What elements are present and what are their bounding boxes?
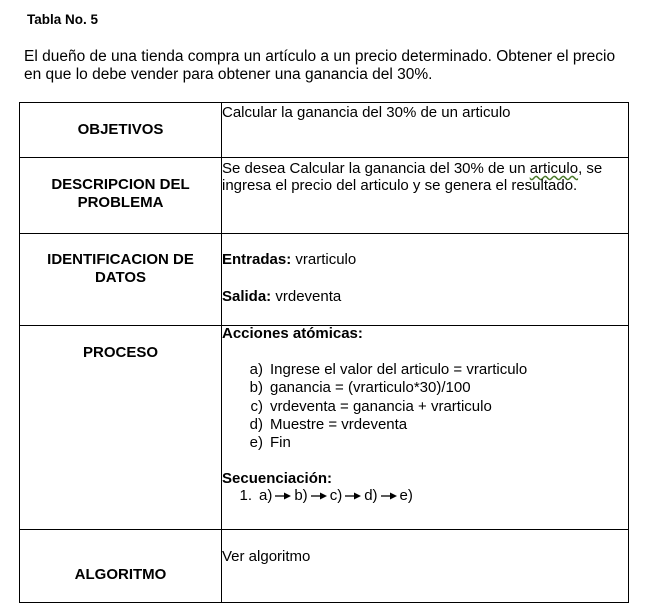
table-title: Tabla No. 5 bbox=[27, 12, 99, 27]
descripcion-text bbox=[222, 160, 628, 194]
content-cell bbox=[222, 530, 629, 603]
descripcion-text-part: Se desea Calcular la ganancia del 30% de un bbox=[222, 160, 530, 177]
table-row-objetivos bbox=[20, 103, 629, 158]
arrow-right-icon bbox=[310, 491, 328, 501]
table-row-descripcion bbox=[20, 158, 629, 234]
objetivos-text: Calcular la ganancia del 30% de un articulo bbox=[222, 104, 511, 121]
list-marker: b) bbox=[249, 379, 263, 397]
arrow-right-icon bbox=[344, 491, 362, 501]
table-row-proceso bbox=[20, 326, 629, 530]
arrow-right-icon bbox=[380, 491, 398, 501]
algoritmo-text: Ver algoritmo bbox=[222, 548, 311, 565]
seq-step: e) bbox=[399, 487, 413, 505]
row-label-identificacion: IDENTIFICACION DE DATOS bbox=[47, 251, 194, 286]
label-cell bbox=[20, 158, 222, 234]
row-label-proceso: PROCESO bbox=[82, 344, 158, 361]
content-cell bbox=[222, 158, 629, 234]
acciones-heading: Acciones atómicas: bbox=[222, 325, 363, 342]
row-label-objetivos: OBJETIVOS bbox=[77, 121, 164, 138]
problem-statement: El dueño de una tienda compra un artículo a un precio determinado. Obtener el precio en que lo debe vender para obtener una ganancia del 30%. bbox=[24, 48, 616, 83]
list-item-text: ganancia = (vrarticulo*30)/100 bbox=[270, 379, 471, 397]
descripcion-text-part: , se ingresa el precio del articulo y se genera el resultado. bbox=[222, 160, 603, 194]
label-cell bbox=[20, 530, 222, 603]
secuencia-steps bbox=[259, 487, 413, 504]
content-cell bbox=[222, 103, 629, 158]
table-row-algoritmo bbox=[20, 530, 629, 603]
list-marker: e) bbox=[249, 434, 263, 452]
seq-step: b) bbox=[294, 487, 308, 505]
table-row-identificacion bbox=[20, 234, 629, 326]
content-cell bbox=[222, 326, 629, 530]
list-item bbox=[222, 379, 628, 397]
content-cell bbox=[222, 234, 629, 326]
list-marker: c) bbox=[250, 397, 263, 415]
list-item bbox=[222, 361, 628, 379]
label-cell bbox=[20, 103, 222, 158]
list-marker: d) bbox=[249, 415, 263, 433]
secuenciacion-heading: Secuenciación: bbox=[222, 470, 333, 488]
row-label-descripcion: DESCRIPCION DEL PROBLEMA bbox=[51, 176, 190, 211]
list-item-text: Fin bbox=[270, 434, 291, 452]
entradas-label: Entradas: bbox=[222, 251, 292, 268]
secuencia-line bbox=[222, 487, 628, 504]
seq-step: a) bbox=[259, 487, 273, 505]
label-cell bbox=[20, 326, 222, 530]
seq-step: d) bbox=[364, 487, 378, 505]
spellcheck-flagged-word: articulo bbox=[529, 160, 579, 177]
entradas-line bbox=[222, 251, 628, 268]
list-item bbox=[222, 434, 628, 452]
label-cell bbox=[20, 234, 222, 326]
list-item bbox=[222, 398, 628, 416]
entradas-value: vrarticulo bbox=[291, 251, 357, 268]
list-marker: a) bbox=[249, 361, 263, 378]
list-item-text: vrdeventa = ganancia + vrarticulo bbox=[270, 397, 492, 415]
salida-value: vrdeventa bbox=[271, 288, 342, 305]
arrow-right-icon bbox=[274, 491, 292, 501]
analysis-table bbox=[19, 102, 629, 603]
list-item-text: Ingrese el valor del articulo = vrarticulo bbox=[270, 361, 528, 378]
salida-label: Salida: bbox=[222, 288, 272, 305]
secuencia-number: 1. bbox=[239, 487, 252, 505]
seq-step: c) bbox=[329, 487, 343, 505]
row-label-algoritmo: ALGORITMO bbox=[74, 566, 167, 583]
list-item bbox=[222, 416, 628, 434]
acciones-list bbox=[222, 361, 628, 452]
list-item-text: Muestre = vrdeventa bbox=[270, 415, 408, 433]
salida-line bbox=[222, 288, 628, 305]
